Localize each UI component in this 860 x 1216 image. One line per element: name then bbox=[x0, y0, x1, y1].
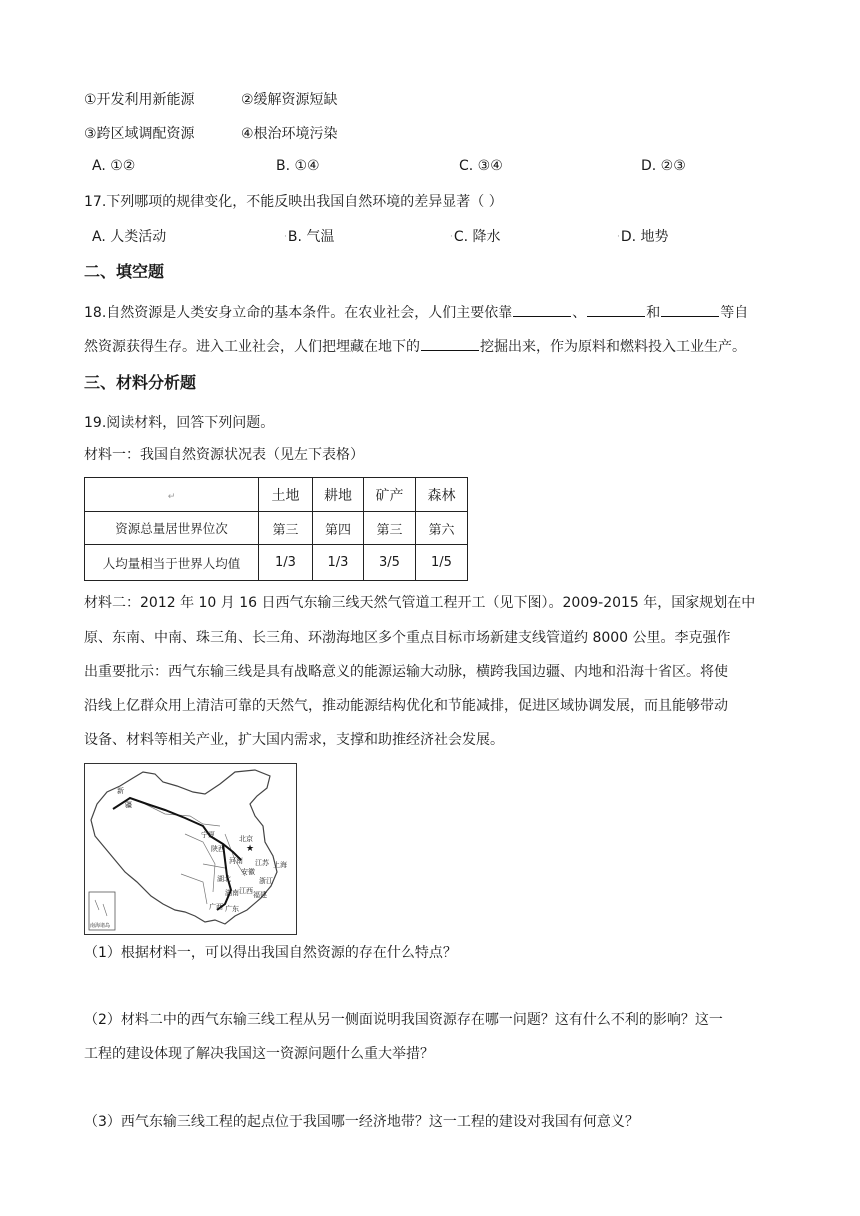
material-2-line-1: 材料二：2012 年 10 月 16 日西气东输三线天然气管道工程开工（见下图）。2009-2015 年，国家规划在中 bbox=[84, 595, 756, 611]
q17-choice-d-label: D. 地势 bbox=[620, 229, 669, 245]
tab-mark: · bbox=[284, 232, 287, 242]
q18-blank-3[interactable] bbox=[661, 302, 719, 317]
map-label-jiangxi: 江西 bbox=[239, 887, 253, 895]
q19-sub-3: （3）西气东输三线工程的起点位于我国哪一经济地带？这一工程的建设对我国有何意义？ bbox=[84, 1114, 639, 1130]
q18-blank-4[interactable] bbox=[421, 336, 479, 351]
material-2-line-3: 出重要批示：西气东输三线是具有战略意义的能源运输大动脉，横跨我国边疆、内地和沿海十省区。将使 bbox=[84, 664, 728, 680]
q18-blank-1[interactable] bbox=[513, 302, 571, 317]
map-label-xinjiang-2: 疆 bbox=[125, 801, 132, 809]
q16-choice-a[interactable]: A. ①② bbox=[92, 158, 136, 174]
map-label-shaanxi: 陕西 bbox=[211, 845, 225, 853]
q19-sub-2-line-2: 工程的建设体现了解决我国这一资源问题什么重大举措？ bbox=[84, 1046, 434, 1062]
q19-stem: 19.阅读材料，回答下列问题。 bbox=[84, 415, 275, 431]
q16-choice-c[interactable]: C. ③④ bbox=[459, 158, 503, 174]
map-label-jiangsu: 江苏 bbox=[255, 859, 269, 867]
table-header-row bbox=[85, 478, 468, 512]
table-cell: 第四 bbox=[313, 512, 364, 545]
map-label-fujian: 福建 bbox=[253, 891, 267, 899]
q19-sub-1: （1）根据材料一，可以得出我国自然资源的存在什么特点？ bbox=[84, 945, 457, 961]
map-label-hunan: 湖南 bbox=[225, 889, 239, 897]
table-cell: 1/3 bbox=[259, 545, 313, 581]
material-2-line-5: 设备、材料等相关产业，扩大国内需求，支撑和助推经济社会发展。 bbox=[84, 732, 504, 748]
q18-sep-2: 和 bbox=[646, 305, 661, 321]
q18-blank-2[interactable] bbox=[587, 302, 645, 317]
cell-mark: ↵ bbox=[167, 491, 176, 502]
map-label-hubei: 湖北 bbox=[217, 875, 231, 883]
table-header-cell: 耕地 bbox=[313, 478, 364, 512]
map-label-ningxia: 宁夏 bbox=[201, 831, 215, 839]
q18-line-2 bbox=[84, 336, 746, 356]
q18-line-1 bbox=[84, 302, 748, 322]
table-row-label: 人均量相当于世界人均值 bbox=[85, 545, 259, 581]
table-header-cell: 森林 bbox=[416, 478, 468, 512]
table-cell: 3/5 bbox=[364, 545, 416, 581]
q16-option-1: ①开发利用新能源 bbox=[84, 92, 195, 108]
table-header-empty bbox=[85, 478, 259, 512]
q17-choice-d[interactable] bbox=[617, 226, 669, 246]
table-cell: 第三 bbox=[259, 512, 313, 545]
q17-choice-c-label: C. 降水 bbox=[453, 229, 501, 245]
q16-choice-b[interactable]: B. ①④ bbox=[276, 158, 320, 174]
table-cell: 第六 bbox=[416, 512, 468, 545]
map-label-beijing: 北京 bbox=[239, 835, 253, 843]
q17-choice-b-label: B. 气温 bbox=[287, 229, 335, 245]
map-label-xinjiang: 新 bbox=[117, 787, 124, 795]
material-2-line-2: 原、东南、中南、珠三角、长三角、环渤海地区多个重点目标市场新建支线管道约 8000 公里。李克强作 bbox=[84, 630, 731, 646]
table-header-cell: 土地 bbox=[259, 478, 313, 512]
q18-text-4: 挖掘出来，作为原料和燃料投入工业生产。 bbox=[480, 339, 746, 355]
q18-sep-1: 、 bbox=[572, 305, 587, 321]
map-label-anhui: 安徽 bbox=[241, 868, 255, 876]
q19-material-1: 材料一：我国自然资源状况表（见左下表格） bbox=[84, 447, 364, 463]
map-label-henan: 河南 bbox=[229, 857, 243, 865]
q17-stem: 17.下列哪项的规律变化，不能反映出我国自然环境的差异显著（ ） bbox=[84, 194, 503, 210]
q17-choice-a[interactable]: A. 人类活动 bbox=[92, 229, 167, 245]
map-label-inset: 南海诸岛 bbox=[90, 923, 111, 929]
q16-option-4: ④根治环境污染 bbox=[241, 126, 338, 142]
resource-table bbox=[84, 477, 468, 581]
q18-text-3: 然资源获得生存。进入工业社会，人们把埋藏在地下的 bbox=[84, 339, 420, 355]
table-row bbox=[85, 545, 468, 581]
pipeline-map bbox=[84, 763, 297, 935]
map-label-guangxi: 广西 bbox=[209, 903, 223, 911]
map-label-guangdong: 广东 bbox=[225, 905, 239, 913]
tab-mark: · bbox=[617, 232, 620, 242]
table-cell: 1/5 bbox=[416, 545, 468, 581]
q19-sub-2-line-1: （2）材料二中的西气东输三线工程从另一侧面说明我国资源存在哪一问题？这有什么不利的影响？这一 bbox=[84, 1012, 723, 1028]
table-header-cell: 矿产 bbox=[364, 478, 416, 512]
map-label-shanghai: 上海 bbox=[273, 861, 287, 869]
q16-option-2: ②缓解资源短缺 bbox=[241, 92, 338, 108]
table-cell: 1/3 bbox=[313, 545, 364, 581]
table-cell: 第三 bbox=[364, 512, 416, 545]
q17-choice-b[interactable] bbox=[284, 226, 334, 246]
table-row-label: 资源总量居世界位次 bbox=[85, 512, 259, 545]
section-title-fill-blank: 二、填空题 bbox=[84, 262, 165, 281]
q16-choice-d[interactable]: D. ②③ bbox=[641, 158, 686, 174]
q17-choice-c[interactable] bbox=[450, 226, 501, 246]
q18-text-1: 18.自然资源是人类安身立命的基本条件。在农业社会，人们主要依靠 bbox=[84, 305, 513, 321]
map-label-zhejiang: 浙江 bbox=[259, 877, 273, 885]
q16-option-3: ③跨区域调配资源 bbox=[84, 126, 195, 142]
section-title-material-analysis: 三、材料分析题 bbox=[84, 373, 197, 392]
table-row bbox=[85, 512, 468, 545]
material-2-line-4: 沿线上亿群众用上清洁可靠的天然气，推动能源结构优化和节能减排，促进区域协调发展，而且能够带动 bbox=[84, 698, 728, 714]
tab-mark: · bbox=[450, 232, 453, 242]
beijing-star-icon: ★ bbox=[246, 844, 255, 854]
q18-text-2: 等自 bbox=[720, 305, 749, 321]
